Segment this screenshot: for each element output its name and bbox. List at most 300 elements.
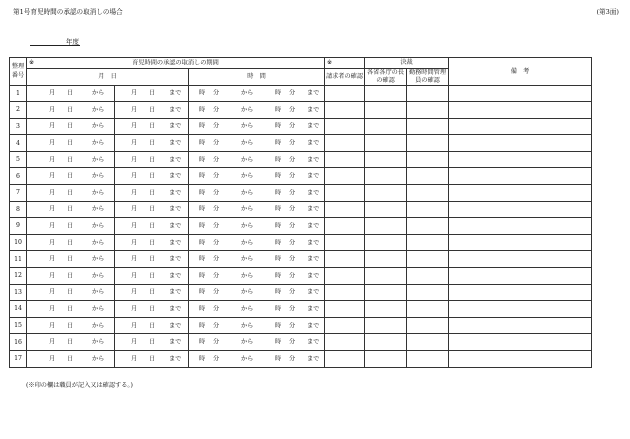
table-row — [10, 135, 592, 152]
month-label: 月 — [131, 89, 138, 97]
time-range-cell[interactable] — [189, 201, 325, 218]
day-label: 日 — [149, 172, 156, 180]
requester-check-cell[interactable] — [325, 118, 365, 135]
from-label: から — [92, 156, 105, 164]
minute-label: 分 — [213, 322, 220, 330]
minute-label: 分 — [289, 172, 296, 180]
table-row — [10, 201, 592, 218]
date-to-cell[interactable] — [115, 317, 189, 334]
hour-label: 時 — [275, 205, 282, 213]
period-group-label: 育児時間の承認の取消しの期間 — [132, 59, 219, 67]
month-label: 月 — [49, 172, 56, 180]
head-check-cell[interactable] — [365, 234, 407, 251]
from-label: から — [241, 322, 254, 330]
minute-label: 分 — [213, 288, 220, 296]
from-label: から — [241, 139, 254, 147]
day-label: 日 — [149, 305, 156, 313]
until-label: まで — [169, 322, 182, 330]
minute-label: 分 — [289, 106, 296, 114]
hour-label: 時 — [199, 355, 206, 363]
day-label: 日 — [149, 355, 156, 363]
day-label: 日 — [149, 222, 156, 230]
until-label: まで — [169, 156, 182, 164]
month-label: 月 — [49, 139, 56, 147]
month-label: 月 — [131, 172, 138, 180]
remarks-cell[interactable] — [449, 351, 592, 368]
minute-label: 分 — [289, 272, 296, 280]
until-label: まで — [169, 305, 182, 313]
from-label: から — [241, 189, 254, 197]
remarks-cell[interactable] — [449, 135, 592, 152]
table-row — [10, 151, 592, 168]
manager-check-cell[interactable] — [407, 85, 449, 102]
col-requester-header: 請求者の確認 — [325, 68, 365, 85]
hour-label: 時 — [199, 288, 206, 296]
day-label: 日 — [149, 139, 156, 147]
day-label: 日 — [67, 322, 74, 330]
hour-label: 時 — [199, 189, 206, 197]
date-from-cell[interactable] — [27, 301, 115, 318]
date-to-cell[interactable] — [115, 334, 189, 351]
month-label: 月 — [131, 272, 138, 280]
month-label: 月 — [49, 239, 56, 247]
cancellation-table — [9, 57, 592, 368]
time-range-cell[interactable] — [189, 268, 325, 285]
time-range-cell[interactable] — [189, 317, 325, 334]
manager-check-cell[interactable] — [407, 185, 449, 202]
month-label: 月 — [131, 139, 138, 147]
date-from-cell[interactable] — [27, 351, 115, 368]
requester-check-cell[interactable] — [325, 334, 365, 351]
hour-label: 時 — [275, 272, 282, 280]
until-label: まで — [307, 106, 320, 114]
day-label: 日 — [67, 205, 74, 213]
hour-label: 時 — [275, 156, 282, 164]
from-label: から — [241, 272, 254, 280]
requester-check-cell[interactable] — [325, 201, 365, 218]
month-label: 月 — [131, 222, 138, 230]
row-number: 13 — [10, 284, 27, 301]
date-from-cell[interactable] — [27, 334, 115, 351]
day-label: 日 — [67, 222, 74, 230]
remarks-cell[interactable] — [449, 301, 592, 318]
col-number-header: 整理番号 — [10, 58, 27, 86]
until-label: まで — [307, 139, 320, 147]
until-label: まで — [307, 338, 320, 346]
day-label: 日 — [67, 139, 74, 147]
requester-check-cell[interactable] — [325, 351, 365, 368]
date-from-cell[interactable] — [27, 118, 115, 135]
day-label: 日 — [149, 156, 156, 164]
remarks-cell[interactable] — [449, 268, 592, 285]
head-check-cell[interactable] — [365, 102, 407, 119]
head-check-cell[interactable] — [365, 218, 407, 235]
manager-check-cell[interactable] — [407, 218, 449, 235]
date-from-cell[interactable] — [27, 185, 115, 202]
time-range-cell[interactable] — [189, 85, 325, 102]
day-label: 日 — [67, 255, 74, 263]
manager-check-cell[interactable] — [407, 268, 449, 285]
requester-check-cell[interactable] — [325, 151, 365, 168]
minute-label: 分 — [213, 272, 220, 280]
head-check-cell[interactable] — [365, 334, 407, 351]
date-from-cell[interactable] — [27, 268, 115, 285]
date-to-cell[interactable] — [115, 85, 189, 102]
date-from-cell[interactable] — [27, 317, 115, 334]
minute-label: 分 — [213, 305, 220, 313]
manager-check-cell[interactable] — [407, 135, 449, 152]
month-label: 月 — [131, 205, 138, 213]
from-label: から — [92, 272, 105, 280]
hour-label: 時 — [199, 255, 206, 263]
time-range-cell[interactable] — [189, 301, 325, 318]
date-from-cell[interactable] — [27, 151, 115, 168]
month-label: 月 — [49, 156, 56, 164]
date-from-cell[interactable] — [27, 251, 115, 268]
manager-check-cell[interactable] — [407, 234, 449, 251]
until-label: まで — [169, 355, 182, 363]
year-field — [30, 36, 80, 46]
from-label: から — [92, 189, 105, 197]
from-label: から — [241, 338, 254, 346]
head-check-cell[interactable] — [365, 168, 407, 185]
date-to-cell[interactable] — [115, 151, 189, 168]
from-label: から — [241, 89, 254, 97]
remarks-cell[interactable] — [449, 185, 592, 202]
requester-check-cell[interactable] — [325, 102, 365, 119]
requester-check-cell[interactable] — [325, 168, 365, 185]
until-label: まで — [307, 156, 320, 164]
hour-label: 時 — [275, 189, 282, 197]
remarks-cell[interactable] — [449, 168, 592, 185]
table-row — [10, 284, 592, 301]
month-label: 月 — [49, 122, 56, 130]
minute-label: 分 — [213, 189, 220, 197]
month-label: 月 — [131, 156, 138, 164]
remarks-cell[interactable] — [449, 234, 592, 251]
minute-label: 分 — [289, 139, 296, 147]
minute-label: 分 — [289, 89, 296, 97]
until-label: まで — [169, 272, 182, 280]
date-to-cell[interactable] — [115, 135, 189, 152]
minute-label: 分 — [289, 288, 296, 296]
row-number: 15 — [10, 317, 27, 334]
day-label: 日 — [149, 239, 156, 247]
day-label: 日 — [67, 156, 74, 164]
requester-check-cell[interactable] — [325, 317, 365, 334]
from-label: から — [92, 106, 105, 114]
until-label: まで — [169, 222, 182, 230]
date-to-cell[interactable] — [115, 185, 189, 202]
month-label: 月 — [49, 288, 56, 296]
row-number: 16 — [10, 334, 27, 351]
remarks-cell[interactable] — [449, 218, 592, 235]
month-label: 月 — [49, 255, 56, 263]
manager-check-cell[interactable] — [407, 351, 449, 368]
minute-label: 分 — [213, 205, 220, 213]
from-label: から — [92, 239, 105, 247]
until-label: まで — [307, 239, 320, 247]
requester-check-cell[interactable] — [325, 251, 365, 268]
manager-check-cell[interactable] — [407, 334, 449, 351]
manager-check-cell[interactable] — [407, 151, 449, 168]
time-range-cell[interactable] — [189, 334, 325, 351]
remarks-cell[interactable] — [449, 284, 592, 301]
time-range-cell[interactable] — [189, 351, 325, 368]
manager-check-cell[interactable] — [407, 168, 449, 185]
hour-label: 時 — [199, 106, 206, 114]
hour-label: 時 — [199, 139, 206, 147]
hour-label: 時 — [199, 205, 206, 213]
head-check-cell[interactable] — [365, 135, 407, 152]
until-label: まで — [307, 288, 320, 296]
requester-check-cell[interactable] — [325, 268, 365, 285]
time-range-cell[interactable] — [189, 151, 325, 168]
month-label: 月 — [131, 305, 138, 313]
from-label: から — [241, 288, 254, 296]
manager-check-cell[interactable] — [407, 201, 449, 218]
time-range-cell[interactable] — [189, 234, 325, 251]
requester-check-cell[interactable] — [325, 284, 365, 301]
head-check-cell[interactable] — [365, 85, 407, 102]
minute-label: 分 — [213, 122, 220, 130]
date-to-cell[interactable] — [115, 251, 189, 268]
date-from-cell[interactable] — [27, 102, 115, 119]
minute-label: 分 — [289, 239, 296, 247]
head-check-cell[interactable] — [365, 301, 407, 318]
date-to-cell[interactable] — [115, 218, 189, 235]
hour-label: 時 — [275, 172, 282, 180]
from-label: から — [92, 89, 105, 97]
row-number: 3 — [10, 118, 27, 135]
time-range-cell[interactable] — [189, 168, 325, 185]
month-label: 月 — [131, 189, 138, 197]
minute-label: 分 — [213, 255, 220, 263]
hour-label: 時 — [275, 255, 282, 263]
day-label: 日 — [67, 239, 74, 247]
from-label: から — [92, 172, 105, 180]
month-label: 月 — [49, 322, 56, 330]
date-from-cell[interactable] — [27, 234, 115, 251]
date-from-cell[interactable] — [27, 218, 115, 235]
time-range-cell[interactable] — [189, 251, 325, 268]
head-check-cell[interactable] — [365, 351, 407, 368]
day-label: 日 — [149, 106, 156, 114]
requester-check-cell[interactable] — [325, 85, 365, 102]
hour-label: 時 — [199, 338, 206, 346]
hour-label: 時 — [275, 89, 282, 97]
row-number: 5 — [10, 151, 27, 168]
head-check-cell[interactable] — [365, 201, 407, 218]
minute-label: 分 — [289, 322, 296, 330]
manager-check-cell[interactable] — [407, 251, 449, 268]
date-to-cell[interactable] — [115, 234, 189, 251]
date-from-cell[interactable] — [27, 284, 115, 301]
hour-label: 時 — [275, 222, 282, 230]
manager-check-cell[interactable] — [407, 301, 449, 318]
remarks-cell[interactable] — [449, 102, 592, 119]
from-label: から — [241, 106, 254, 114]
minute-label: 分 — [213, 106, 220, 114]
table-row — [10, 251, 592, 268]
minute-label: 分 — [213, 338, 220, 346]
hour-label: 時 — [275, 106, 282, 114]
until-label: まで — [307, 322, 320, 330]
date-to-cell[interactable] — [115, 201, 189, 218]
minute-label: 分 — [289, 156, 296, 164]
minute-label: 分 — [213, 355, 220, 363]
hour-label: 時 — [199, 172, 206, 180]
row-number: 10 — [10, 234, 27, 251]
time-range-cell[interactable] — [189, 118, 325, 135]
table-row — [10, 185, 592, 202]
hour-label: 時 — [275, 305, 282, 313]
date-to-cell[interactable] — [115, 268, 189, 285]
head-check-cell[interactable] — [365, 268, 407, 285]
until-label: まで — [169, 288, 182, 296]
row-number: 2 — [10, 102, 27, 119]
requester-check-cell[interactable] — [325, 301, 365, 318]
period-group-header — [27, 58, 325, 69]
row-number: 12 — [10, 268, 27, 285]
table-row — [10, 268, 592, 285]
until-label: まで — [307, 89, 320, 97]
day-label: 日 — [149, 122, 156, 130]
from-label: から — [92, 338, 105, 346]
requester-check-cell[interactable] — [325, 218, 365, 235]
from-label: から — [241, 305, 254, 313]
head-check-cell[interactable] — [365, 118, 407, 135]
month-label: 月 — [49, 355, 56, 363]
day-label: 日 — [149, 205, 156, 213]
minute-label: 分 — [289, 338, 296, 346]
hour-label: 時 — [199, 305, 206, 313]
until-label: まで — [307, 355, 320, 363]
hour-label: 時 — [275, 322, 282, 330]
day-label: 日 — [67, 122, 74, 130]
requester-check-cell[interactable] — [325, 135, 365, 152]
time-range-cell[interactable] — [189, 185, 325, 202]
manager-check-cell[interactable] — [407, 118, 449, 135]
year-label: 年度 — [65, 38, 79, 46]
date-to-cell[interactable] — [115, 284, 189, 301]
month-label: 月 — [49, 89, 56, 97]
remarks-cell[interactable] — [449, 201, 592, 218]
row-number: 14 — [10, 301, 27, 318]
day-label: 日 — [149, 338, 156, 346]
from-label: から — [92, 322, 105, 330]
remarks-cell[interactable] — [449, 151, 592, 168]
head-check-cell[interactable] — [365, 251, 407, 268]
month-label: 月 — [49, 305, 56, 313]
from-label: から — [92, 222, 105, 230]
remarks-cell[interactable] — [449, 118, 592, 135]
remarks-cell[interactable] — [449, 85, 592, 102]
remarks-cell[interactable] — [449, 251, 592, 268]
row-number: 7 — [10, 185, 27, 202]
time-range-cell[interactable] — [189, 135, 325, 152]
day-label: 日 — [67, 89, 74, 97]
asterisk-mark: ※ — [29, 58, 35, 66]
month-label: 月 — [49, 189, 56, 197]
row-number: 9 — [10, 218, 27, 235]
row-number: 4 — [10, 135, 27, 152]
from-label: から — [241, 255, 254, 263]
minute-label: 分 — [289, 355, 296, 363]
hour-label: 時 — [275, 338, 282, 346]
until-label: まで — [169, 122, 182, 130]
day-label: 日 — [67, 305, 74, 313]
day-label: 日 — [149, 272, 156, 280]
from-label: から — [92, 288, 105, 296]
date-to-cell[interactable] — [115, 351, 189, 368]
table-row — [10, 118, 592, 135]
minute-label: 分 — [289, 205, 296, 213]
head-check-cell[interactable] — [365, 317, 407, 334]
footnote: (※印の欄は職員が記入又は確認する。) — [26, 382, 133, 389]
remarks-cell[interactable] — [449, 317, 592, 334]
manager-check-cell[interactable] — [407, 102, 449, 119]
manager-check-cell[interactable] — [407, 317, 449, 334]
hour-label: 時 — [199, 122, 206, 130]
hour-label: 時 — [275, 355, 282, 363]
month-label: 月 — [49, 106, 56, 114]
table-row — [10, 317, 592, 334]
date-from-cell[interactable] — [27, 201, 115, 218]
requester-check-cell[interactable] — [325, 234, 365, 251]
month-label: 月 — [131, 288, 138, 296]
date-from-cell[interactable] — [27, 85, 115, 102]
head-check-cell[interactable] — [365, 284, 407, 301]
day-label: 日 — [67, 172, 74, 180]
until-label: まで — [307, 122, 320, 130]
date-to-cell[interactable] — [115, 168, 189, 185]
minute-label: 分 — [213, 89, 220, 97]
hour-label: 時 — [199, 272, 206, 280]
from-label: から — [241, 355, 254, 363]
date-to-cell[interactable] — [115, 118, 189, 135]
hour-label: 時 — [199, 222, 206, 230]
date-from-cell[interactable] — [27, 168, 115, 185]
from-label: から — [241, 122, 254, 130]
date-from-cell[interactable] — [27, 135, 115, 152]
until-label: まで — [307, 189, 320, 197]
until-label: まで — [169, 106, 182, 114]
time-range-cell[interactable] — [189, 218, 325, 235]
remarks-cell[interactable] — [449, 334, 592, 351]
from-label: から — [241, 205, 254, 213]
head-check-cell[interactable] — [365, 185, 407, 202]
requester-check-cell[interactable] — [325, 185, 365, 202]
date-to-cell[interactable] — [115, 301, 189, 318]
until-label: まで — [307, 272, 320, 280]
minute-label: 分 — [213, 156, 220, 164]
day-label: 日 — [149, 255, 156, 263]
time-range-cell[interactable] — [189, 102, 325, 119]
head-check-cell[interactable] — [365, 151, 407, 168]
table-row — [10, 334, 592, 351]
minute-label: 分 — [289, 255, 296, 263]
until-label: まで — [169, 89, 182, 97]
table-row — [10, 301, 592, 318]
date-to-cell[interactable] — [115, 102, 189, 119]
from-label: から — [92, 205, 105, 213]
manager-check-cell[interactable] — [407, 284, 449, 301]
time-range-cell[interactable] — [189, 284, 325, 301]
until-label: まで — [307, 305, 320, 313]
minute-label: 分 — [213, 239, 220, 247]
row-number: 6 — [10, 168, 27, 185]
